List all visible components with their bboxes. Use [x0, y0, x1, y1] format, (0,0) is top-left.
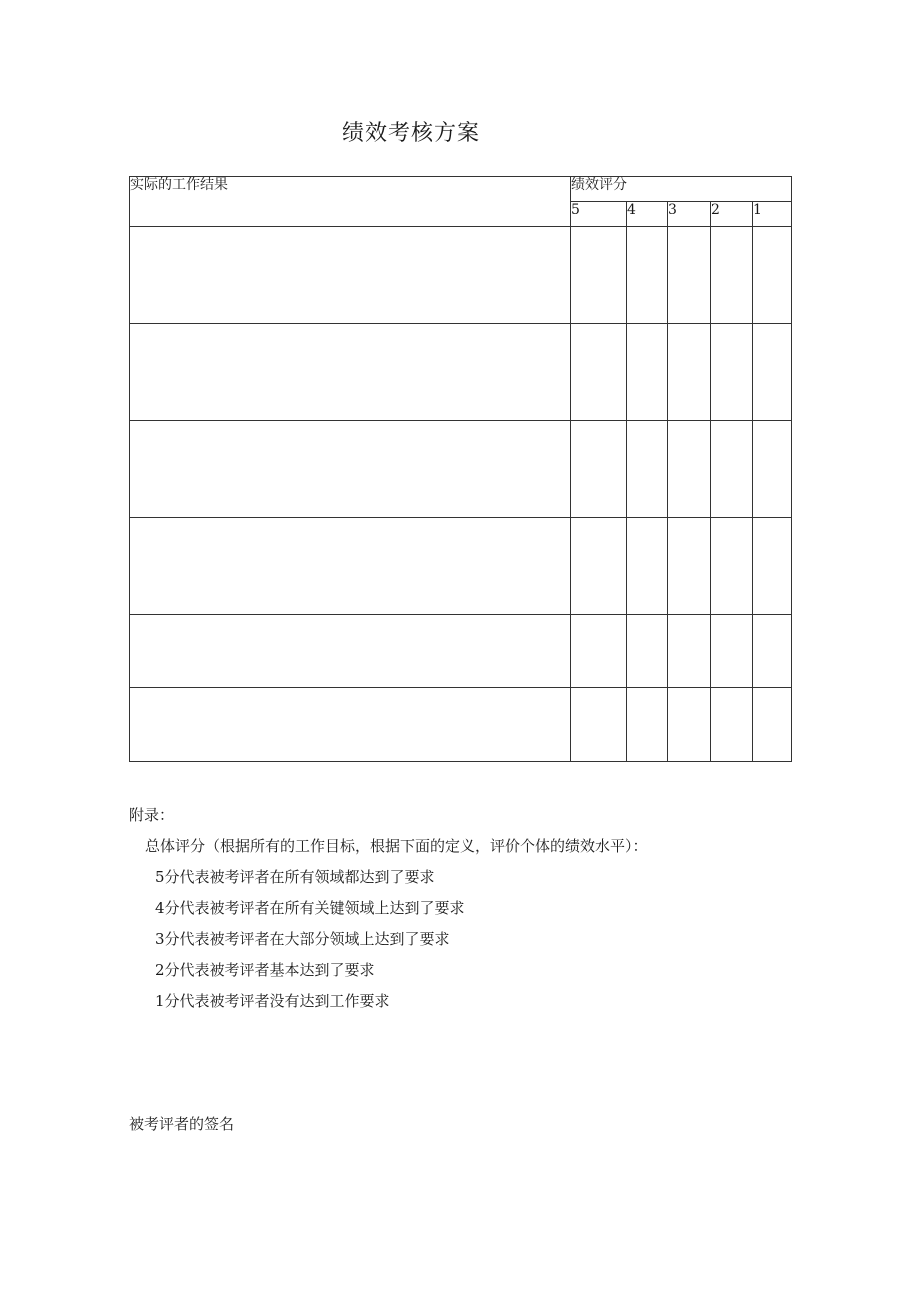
score-cell[interactable]: [753, 615, 792, 688]
overall-score-description: 总体评分（根据所有的工作目标，根据下面的定义，评价个体的绩效水平）：: [145, 837, 648, 855]
score-cell[interactable]: [627, 421, 668, 518]
score-definition-1: 1分代表被考评者没有达到工作要求: [155, 992, 390, 1010]
appendix-label: 附录：: [129, 806, 175, 824]
score-level-5: 5: [571, 202, 627, 227]
score-definition-3: 3分代表被考评者在大部分领域上达到了要求: [155, 930, 450, 948]
score-cell[interactable]: [627, 324, 668, 421]
document-title: 绩效考核方案: [342, 121, 481, 146]
table-row: [130, 227, 792, 324]
score-cell[interactable]: [711, 324, 753, 421]
score-level-2: 2: [711, 202, 753, 227]
score-cell[interactable]: [571, 615, 627, 688]
score-cell[interactable]: [753, 518, 792, 615]
table-row: [130, 421, 792, 518]
score-cell[interactable]: [711, 615, 753, 688]
score-definition-2: 2分代表被考评者基本达到了要求: [155, 961, 375, 979]
score-cell[interactable]: [571, 688, 627, 762]
score-cell[interactable]: [627, 518, 668, 615]
score-cell[interactable]: [668, 615, 711, 688]
score-definition-5: 5分代表被考评者在所有领域都达到了要求: [155, 868, 435, 886]
score-cell[interactable]: [753, 421, 792, 518]
score-cell[interactable]: [753, 227, 792, 324]
score-definition-4: 4分代表被考评者在所有关键领域上达到了要求: [155, 899, 465, 917]
score-cell[interactable]: [668, 518, 711, 615]
score-cell[interactable]: [571, 227, 627, 324]
work-result-cell[interactable]: [130, 227, 571, 324]
score-cell[interactable]: [668, 688, 711, 762]
score-cell[interactable]: [668, 421, 711, 518]
score-cell[interactable]: [627, 615, 668, 688]
score-cell[interactable]: [668, 324, 711, 421]
work-result-cell[interactable]: [130, 421, 571, 518]
table-row: [130, 518, 792, 615]
score-cell[interactable]: [753, 688, 792, 762]
work-result-cell[interactable]: [130, 518, 571, 615]
score-cell[interactable]: [627, 688, 668, 762]
table-row: [130, 324, 792, 421]
score-cell[interactable]: [711, 227, 753, 324]
score-cell[interactable]: [711, 518, 753, 615]
work-result-cell[interactable]: [130, 324, 571, 421]
score-header: 绩效评分: [571, 177, 792, 202]
work-result-cell[interactable]: [130, 688, 571, 762]
table-row: [130, 688, 792, 762]
score-cell[interactable]: [571, 518, 627, 615]
appendix-section: [129, 800, 648, 1017]
performance-score-table: [129, 176, 792, 762]
score-cell[interactable]: [711, 421, 753, 518]
score-level-1: 1: [753, 202, 792, 227]
work-result-header: 实际的工作结果: [130, 177, 571, 227]
score-level-4: 4: [627, 202, 668, 227]
score-cell[interactable]: [668, 227, 711, 324]
signature-label: 被考评者的签名: [129, 1115, 235, 1133]
table-row: [130, 615, 792, 688]
score-cell[interactable]: [711, 688, 753, 762]
score-cell[interactable]: [753, 324, 792, 421]
work-result-cell[interactable]: [130, 615, 571, 688]
score-cell[interactable]: [571, 324, 627, 421]
score-cell[interactable]: [571, 421, 627, 518]
score-level-3: 3: [668, 202, 711, 227]
score-cell[interactable]: [627, 227, 668, 324]
